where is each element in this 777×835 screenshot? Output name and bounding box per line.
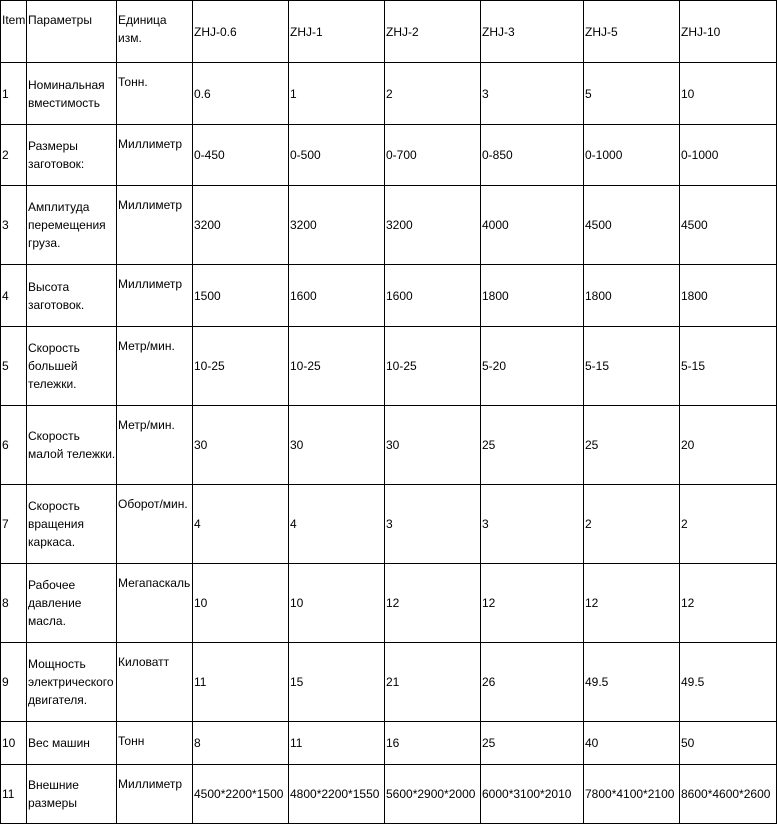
header-row [1, 1, 777, 63]
header-model: ZHJ-1 [289, 1, 385, 63]
value-cell: 1 [289, 63, 385, 125]
value-cell: 10-25 [385, 327, 481, 406]
value-cell: 49.5 [584, 643, 680, 722]
item-cell: 10 [1, 722, 27, 765]
value-cell: 3200 [385, 186, 481, 265]
param-cell: Мощность электрического двигателя. [27, 643, 117, 722]
header-model: ZHJ-3 [481, 1, 584, 63]
value-cell: 3 [481, 485, 584, 564]
value-cell: 10 [680, 63, 777, 125]
table-row [1, 643, 777, 722]
item-cell: 9 [1, 643, 27, 722]
table-row [1, 765, 777, 824]
value-cell: 12 [385, 564, 481, 643]
value-cell: 2 [584, 485, 680, 564]
unit-cell: Метр/мин. [117, 327, 193, 406]
item-cell: 6 [1, 406, 27, 485]
param-cell: Размеры заготовок: [27, 125, 117, 186]
value-cell: 30 [289, 406, 385, 485]
table-row [1, 485, 777, 564]
param-cell: Скорость большей тележки. [27, 327, 117, 406]
header-model: ZHJ-0.6 [193, 1, 289, 63]
value-cell: 1800 [584, 265, 680, 327]
param-cell: Номинальная вместимость [27, 63, 117, 125]
value-cell: 4500*2200*1500 [193, 765, 289, 824]
param-cell: Амплитуда перемещения груза. [27, 186, 117, 265]
item-cell: 11 [1, 765, 27, 824]
value-cell: 4 [289, 485, 385, 564]
value-cell: 0-1000 [680, 125, 777, 186]
header-item: Item [1, 1, 27, 63]
value-cell: 12 [680, 564, 777, 643]
value-cell: 26 [481, 643, 584, 722]
value-cell: 2 [680, 485, 777, 564]
item-cell: 4 [1, 265, 27, 327]
value-cell: 1800 [481, 265, 584, 327]
value-cell: 3 [385, 485, 481, 564]
item-cell: 1 [1, 63, 27, 125]
unit-cell: Киловатт [117, 643, 193, 722]
value-cell: 5-15 [680, 327, 777, 406]
value-cell: 10 [289, 564, 385, 643]
header-model: ZHJ-2 [385, 1, 481, 63]
item-cell: 8 [1, 564, 27, 643]
value-cell: 49.5 [680, 643, 777, 722]
value-cell: 4800*2200*1550 [289, 765, 385, 824]
value-cell: 4000 [481, 186, 584, 265]
value-cell: 1600 [289, 265, 385, 327]
table-row [1, 265, 777, 327]
value-cell: 0-1000 [584, 125, 680, 186]
value-cell: 0-500 [289, 125, 385, 186]
unit-cell: Миллиметр [117, 265, 193, 327]
header-param: Параметры [27, 1, 117, 63]
unit-cell: Миллиметр [117, 125, 193, 186]
value-cell: 8600*4600*2600 [680, 765, 777, 824]
table-body [1, 1, 777, 824]
value-cell: 8 [193, 722, 289, 765]
value-cell: 10-25 [289, 327, 385, 406]
header-model: ZHJ-10 [680, 1, 777, 63]
value-cell: 1800 [680, 265, 777, 327]
table-row [1, 186, 777, 265]
value-cell: 0.6 [193, 63, 289, 125]
value-cell: 3 [481, 63, 584, 125]
value-cell: 0-450 [193, 125, 289, 186]
value-cell: 50 [680, 722, 777, 765]
value-cell: 25 [584, 406, 680, 485]
unit-cell: Тонн [117, 722, 193, 765]
param-cell: Внешние размеры [27, 765, 117, 824]
unit-cell: Миллиметр [117, 765, 193, 824]
table-row [1, 327, 777, 406]
value-cell: 30 [193, 406, 289, 485]
value-cell: 2 [385, 63, 481, 125]
value-cell: 6000*3100*2010 [481, 765, 584, 824]
value-cell: 12 [584, 564, 680, 643]
value-cell: 25 [481, 406, 584, 485]
value-cell: 0-700 [385, 125, 481, 186]
table-row [1, 564, 777, 643]
unit-cell: Оборот/мин. [117, 485, 193, 564]
value-cell: 4500 [680, 186, 777, 265]
value-cell: 0-850 [481, 125, 584, 186]
value-cell: 10 [193, 564, 289, 643]
table-row [1, 125, 777, 186]
table-row [1, 63, 777, 125]
value-cell: 3200 [193, 186, 289, 265]
param-cell: Высота заготовок. [27, 265, 117, 327]
param-cell: Скорость малой тележки. [27, 406, 117, 485]
value-cell: 15 [289, 643, 385, 722]
value-cell: 5 [584, 63, 680, 125]
value-cell: 11 [193, 643, 289, 722]
value-cell: 30 [385, 406, 481, 485]
unit-cell: Метр/мин. [117, 406, 193, 485]
table-row [1, 722, 777, 765]
value-cell: 12 [481, 564, 584, 643]
param-cell: Скорость вращения каркаса. [27, 485, 117, 564]
item-cell: 5 [1, 327, 27, 406]
param-cell: Вес машин [27, 722, 117, 765]
item-cell: 3 [1, 186, 27, 265]
value-cell: 16 [385, 722, 481, 765]
value-cell: 21 [385, 643, 481, 722]
unit-cell: Тонн. [117, 63, 193, 125]
item-cell: 7 [1, 485, 27, 564]
value-cell: 10-25 [193, 327, 289, 406]
param-cell: Рабочее давление масла. [27, 564, 117, 643]
value-cell: 20 [680, 406, 777, 485]
value-cell: 40 [584, 722, 680, 765]
value-cell: 7800*4100*2100 [584, 765, 680, 824]
value-cell: 1500 [193, 265, 289, 327]
value-cell: 5-20 [481, 327, 584, 406]
value-cell: 25 [481, 722, 584, 765]
unit-cell: Мегапаскаль [117, 564, 193, 643]
header-model: ZHJ-5 [584, 1, 680, 63]
value-cell: 5-15 [584, 327, 680, 406]
value-cell: 11 [289, 722, 385, 765]
value-cell: 5600*2900*2000 [385, 765, 481, 824]
item-cell: 2 [1, 125, 27, 186]
table-row [1, 406, 777, 485]
unit-cell: Миллиметр [117, 186, 193, 265]
header-unit: Единица изм. [117, 1, 193, 63]
value-cell: 1600 [385, 265, 481, 327]
value-cell: 4500 [584, 186, 680, 265]
value-cell: 4 [193, 485, 289, 564]
value-cell: 3200 [289, 186, 385, 265]
